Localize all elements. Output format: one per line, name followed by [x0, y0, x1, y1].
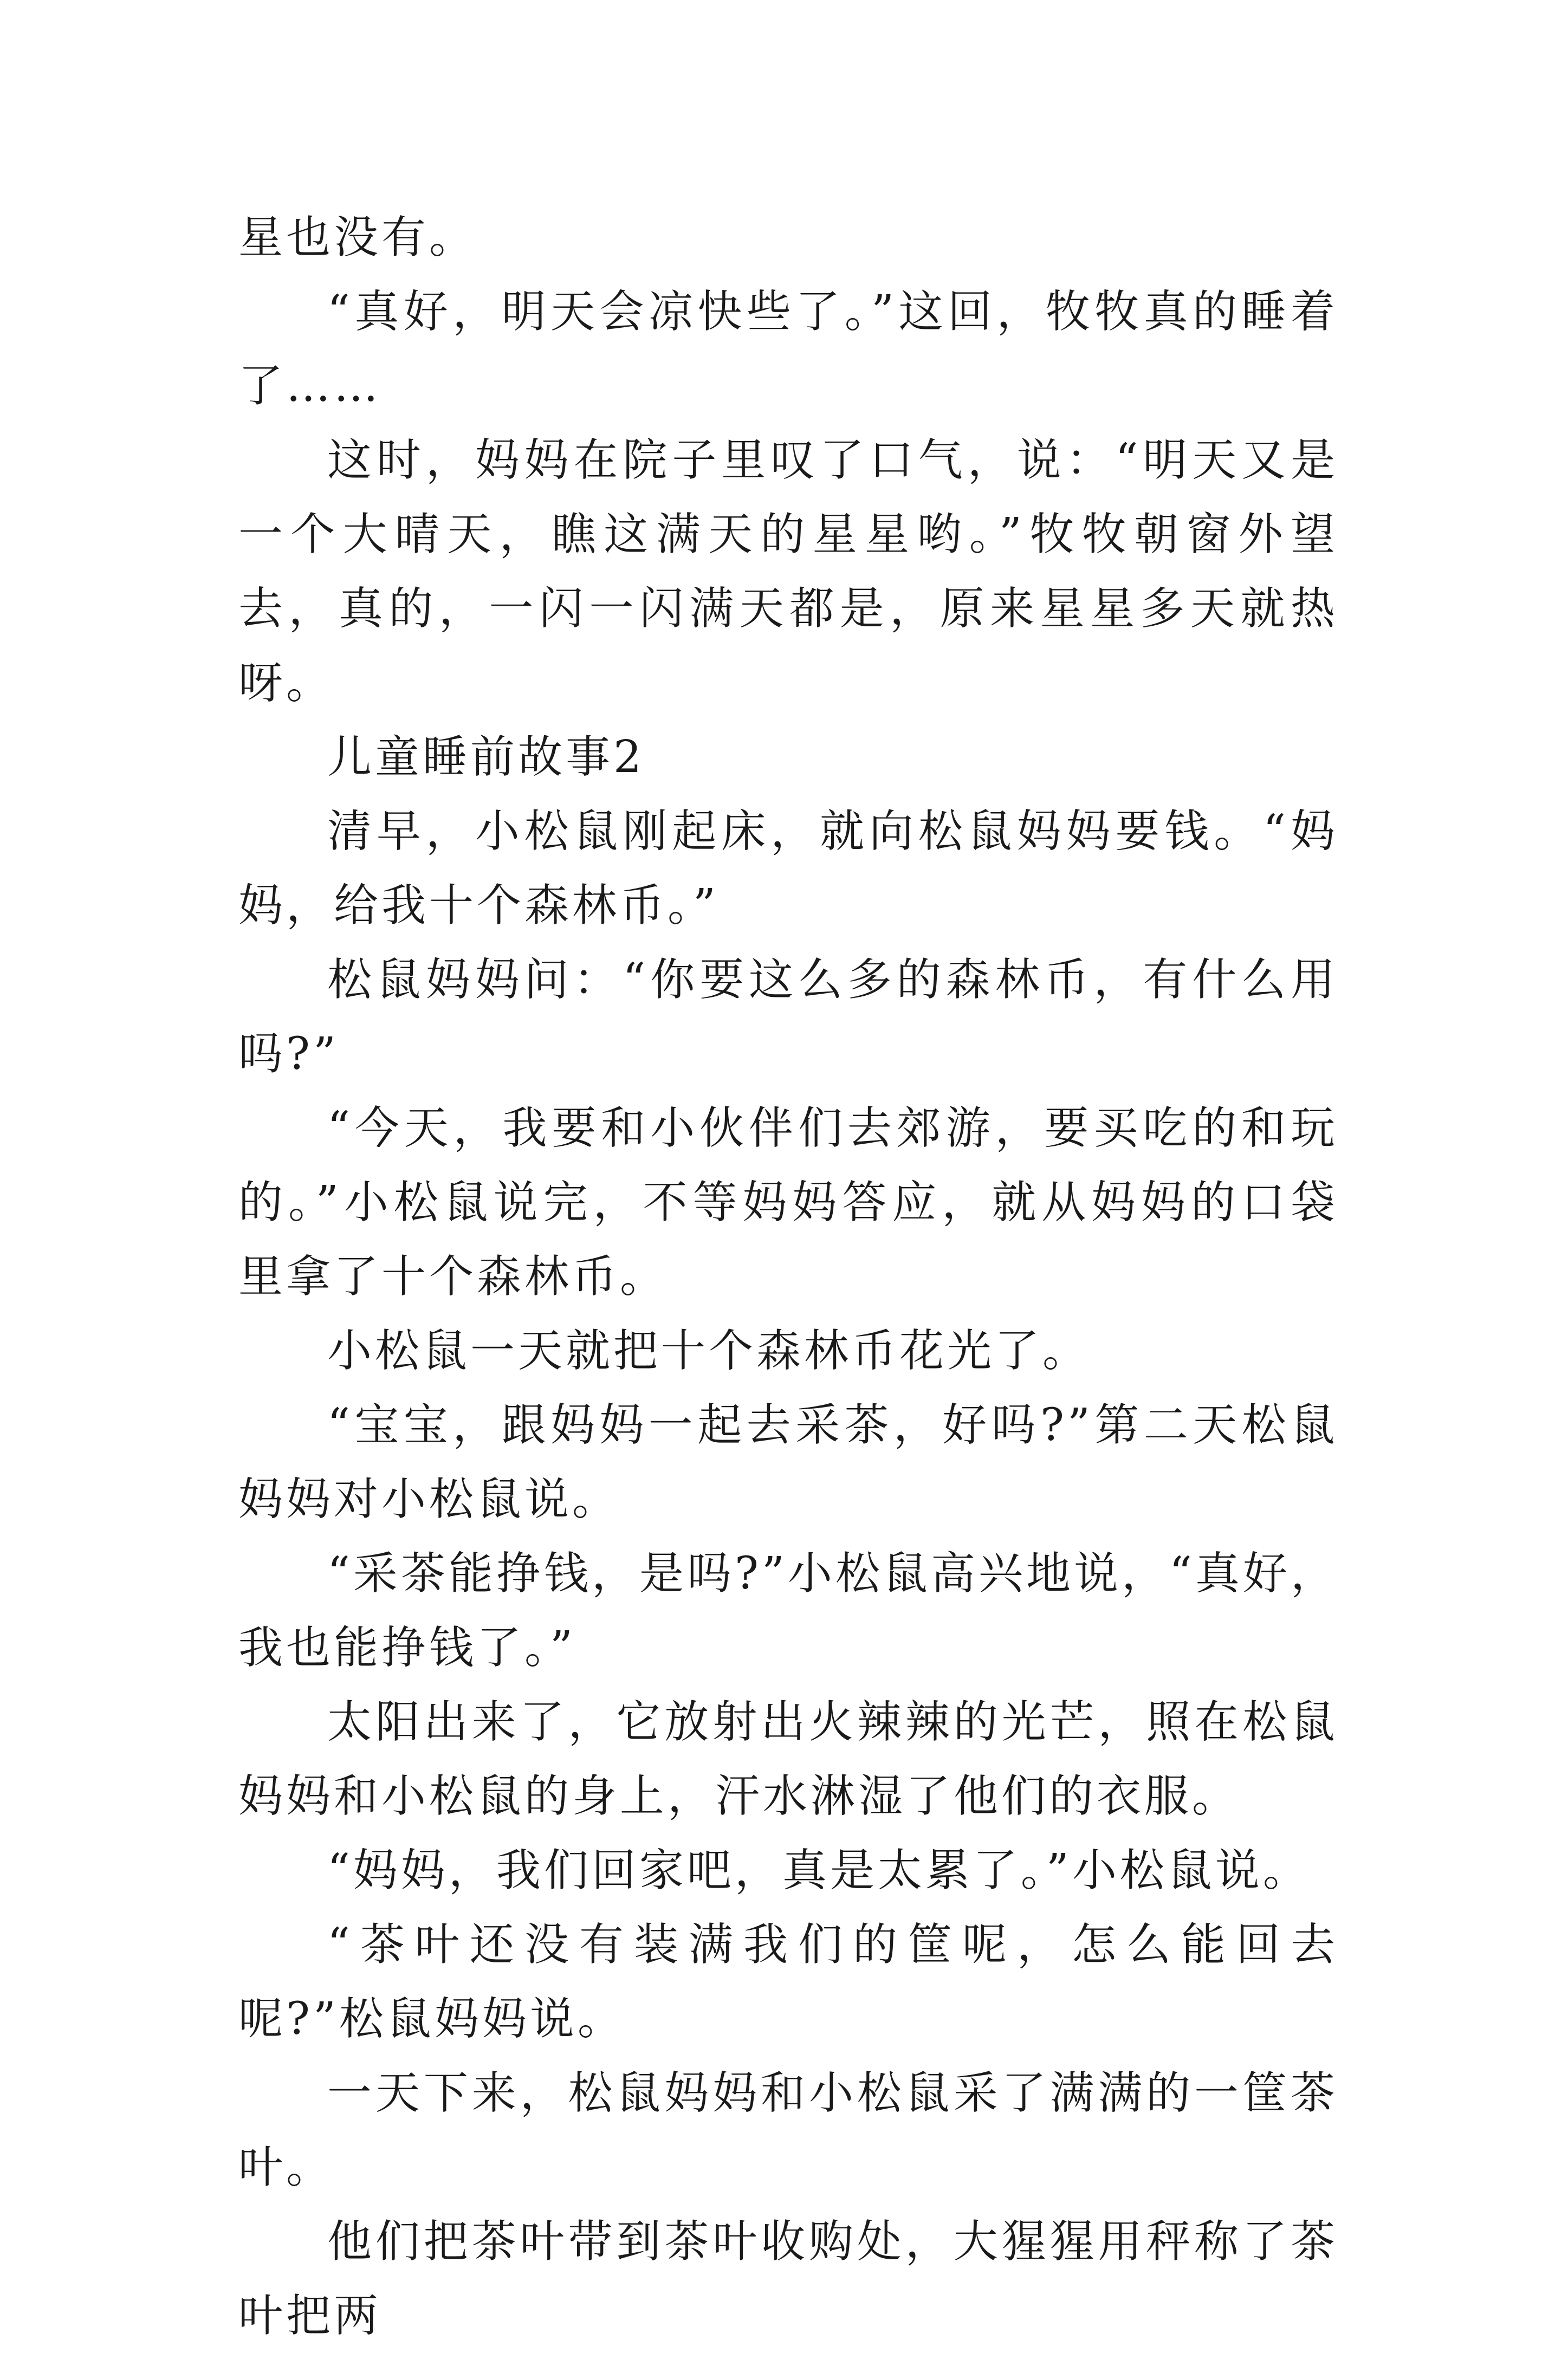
- paragraph: 一天下来，松鼠妈妈和小松鼠采了满满的一筐茶叶。: [238, 2067, 1338, 2193]
- paragraph: “采茶能挣钱，是吗?”小松鼠高兴地说，“真好，我也能挣钱了。”: [238, 1548, 1338, 1674]
- paragraph: 清早，小松鼠刚起床，就向松鼠妈妈要钱。“妈妈，给我十个森林币。”: [238, 806, 1338, 931]
- story-text: [238, 200, 1338, 2353]
- paragraph: 星也没有。: [238, 212, 477, 263]
- paragraph: 他们把茶叶带到茶叶收购处，大猩猩用秤称了茶叶把两: [238, 2216, 1338, 2342]
- paragraph: “茶叶还没有装满我们的筐呢，怎么能回去呢?”松鼠妈妈说。: [238, 1919, 1338, 2045]
- paragraph: “真好，明天会凉快些了。”这回，牧牧真的睡着了……: [238, 286, 1338, 412]
- paragraph: “妈妈，我们回家吧，真是太累了。”小松鼠说。: [327, 1845, 1311, 1896]
- paragraph: 这时，妈妈在院子里叹了口气，说：“明天又是一个大晴天，瞧这满天的星星哟。”牧牧朝窗外望去，真的，一闪一闪满天都是，原来星星多天就热呀。: [238, 435, 1338, 709]
- paragraph: 小松鼠一天就把十个森林币花光了。: [327, 1325, 1091, 1377]
- story-heading: 儿童睡前故事2: [327, 731, 645, 783]
- paragraph: 松鼠妈妈问：“你要这么多的森林币，有什么用吗?”: [238, 954, 1338, 1080]
- paragraph: 太阳出来了，它放射出火辣辣的光芒，照在松鼠妈妈和小松鼠的身上，汗水淋湿了他们的衣服。: [238, 1696, 1338, 1822]
- paragraph: “今天，我要和小伙伴们去郊游，要买吃的和玩的。”小松鼠说完，不等妈妈答应，就从妈妈的口袋里拿了十个森林币。: [238, 1103, 1338, 1302]
- paragraph: “宝宝，跟妈妈一起去采茶，好吗?”第二天松鼠妈妈对小松鼠说。: [238, 1399, 1338, 1525]
